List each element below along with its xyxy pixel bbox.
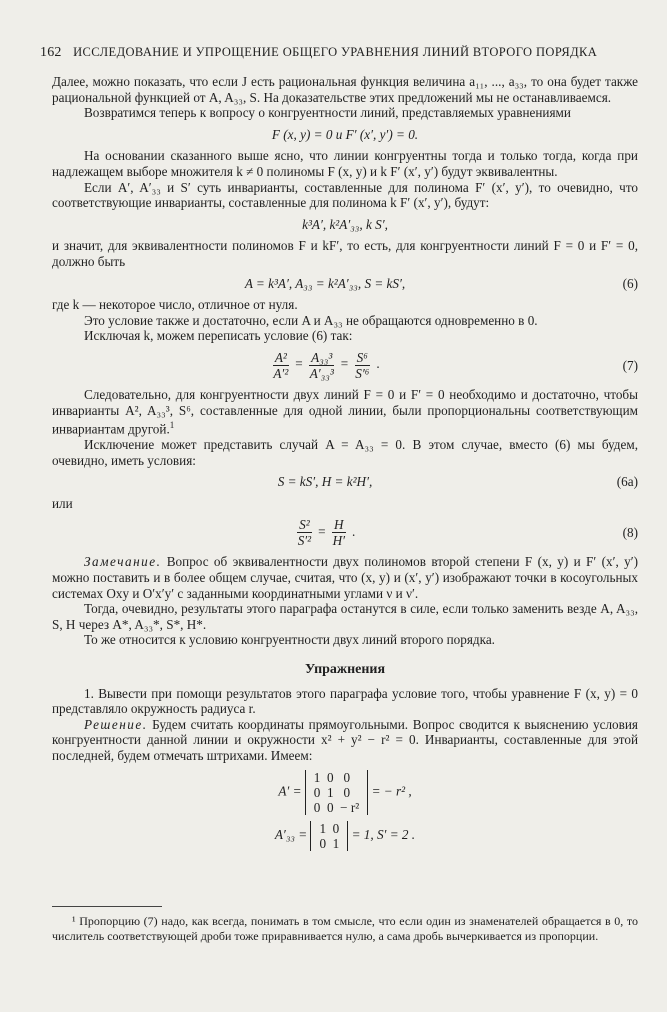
equation-text: k³A′, k²A′₃₃, k S′, [302,216,388,232]
matrix-row: 0 1 [319,835,340,851]
equation-number: (7) [622,357,638,373]
paragraph: То же относится к условию конгруентности двух линий второго порядка. [84,632,495,648]
equation-text: F (x, y) = 0 и F′ (x′, y′) = 0. [271,126,419,142]
equation-fractions: $\frac{\text{S²}}{\text{S′²}}$ = $\frac{H}{H'}$ . [297,517,356,549]
equation-number: (8) [622,525,638,541]
equation-number: (6a) [616,474,638,490]
numerator: A² [274,349,287,365]
determinant [52,770,638,815]
paragraph: Далее, можно показать, что если J есть рациональная функция величина a₁₁, ..., a₃₃, то она будет также рациональной функцией от A, A₃₃, S. На доказательстве этих предложений мы не останавливаемся. [52,74,638,105]
matrix-equation [52,770,638,815]
solution [52,717,638,764]
paragraph-text: Вопрос об эквивалентности двух полиномов второй степени F (x, y) и F′ (x′, y′) можно поставить и в более общем случае, считая, что (x, y) и (x′, y′) изображают точки в косоугольных системах Oxy и O′x′y′ с заданными координатными углами ν и ν′. [52,554,638,601]
denominator: S′² [297,533,312,549]
equation-text: A = k³A′, A₃₃ = k²A′₃₃, S = kS′, [244,275,406,291]
matrix-row: 1 0 0 [313,769,351,785]
matrix-equation [52,821,638,851]
paragraph: и значит, для эквивалентности полиномов F и kF′, то есть, для конгруентности линий F = 0 и F′ = 0, должно быть [52,238,638,269]
paragraph-text: Следовательно, для конгруентности двух линий F = 0 и F′ = 0 необходимо и достаточно, чтобы инварианты A², A₃₃³, S⁶, составленные для одной линии, были пропорциональны соответствующим инвариантам другой. [52,386,638,437]
running-title: ИССЛЕДОВАНИЕ И УПРОЩЕНИЕ ОБЩЕГО УРАВНЕНИЯ ЛИНИЙ ВТОРОГО ПОРЯДКА [73,45,598,59]
equation [52,217,638,233]
equation [52,127,638,143]
denominator: H′ [332,533,345,549]
lhs: A′ = [278,783,302,799]
equation-6 [52,276,638,292]
paragraph: или [52,495,73,511]
fraction [296,517,313,548]
fraction [331,517,347,548]
numerator: A₃₃³ [311,349,333,365]
paragraph: На основании сказанного выше ясно, что линии конгруентны тогда и только тогда, когда при надлежащем выборе множителя k ≠ 0 полиномы F (x, y) и k F′ (x′, y′) будут эквивалентны. [52,148,638,179]
matrix [305,770,368,815]
denominator: S′⁶ [355,365,370,381]
footnote-ref: 1 [169,420,175,431]
equation-7 [52,350,638,381]
fraction [353,350,371,381]
paragraph: Если A′, A′₃₃ и S′ суть инварианты, составленные для полинома F′ (x′, y′), то очевидно, что соответствующие инварианты, составленные для полинома k F′ (x′, y′), будут: [52,179,638,211]
fraction [271,350,290,381]
exercise: 1. Вывести при помощи результатов этого параграфа условие того, чтобы уравнение F (x, y) = 0 представляло окружность радиуса r. [52,685,638,717]
fraction [308,350,336,381]
equation-number: (6) [622,275,638,291]
lhs: A′₃₃ = [274,826,308,842]
page-body [52,74,638,857]
page-header [40,44,640,61]
footnote-divider [52,906,162,907]
remark-label: Замечание. [84,554,162,570]
equation-6a [52,474,638,490]
numerator: H [334,517,344,533]
matrix-row: 0 0 − r² [313,799,360,815]
page-number: 162 [40,45,62,60]
rhs: = − r² , [371,783,412,799]
determinant [52,821,638,851]
paragraph [52,387,638,437]
section-title: Упражнения [304,662,386,678]
equation-8 [52,517,638,548]
denominator: A′² [273,365,289,381]
equation-text: S = kS′, H = k²H′, [277,474,373,490]
paragraph [52,554,638,601]
matrix [310,821,348,851]
matrix-row: 1 0 [319,820,340,836]
rhs: = 1, S′ = 2 . [351,826,416,842]
numerator: S⁶ [356,349,368,365]
paragraph: Исключение может представить случай A = A₃₃ = 0. В этом случае, вместо (6) мы будем, очевидно, иметь условия: [52,437,638,468]
paragraph: Тогда, очевидно, результаты этого параграфа останутся в силе, если только заменить везде A, A₃₃, S, H через A*, A₃₃*, S*, H*. [52,601,638,632]
paragraph: Это условие также и достаточно, если A и A₃₃ не обращаются одновременно в 0. [84,312,538,328]
paragraph: Исключая k, можем переписать условие (6) так: [84,328,353,344]
equation-fractions: $\frac{\text{A²}}{\text{A′²}}$ = $\frac{\text{A₃₃³}}{\text{A′₃₃³}}$ = $\frac{\text{S⁶}}{\text{S′⁶}}$ . [273,349,380,381]
matrix-row: 0 1 0 [313,784,351,800]
solution-text: Будем считать координаты прямоугольными. Вопрос сводится к выяснению условия конгруентности данной линии и окружности x² + y² − r² = 0. Инварианты, составленные для этой последней, будем отмечать штрихами. Имеем: [52,716,638,763]
denominator: A′₃₃³ [309,365,334,381]
solution-label: Решение. [84,716,148,732]
paragraph: Возвратимся теперь к вопросу о конгруентности линий, представляемых уравнениями [84,105,571,121]
paragraph: где k — некоторое число, отличное от нуля. [52,297,298,313]
numerator: S² [299,517,310,533]
footnote: ¹ Пропорцию (7) надо, как всегда, понимать в том смысле, что если один из знаменателей обращается в 0, то числитель соответствующей дроби тоже приравнивается нулю, а сама дробь вычеркивается из пропорции. [52,914,638,943]
